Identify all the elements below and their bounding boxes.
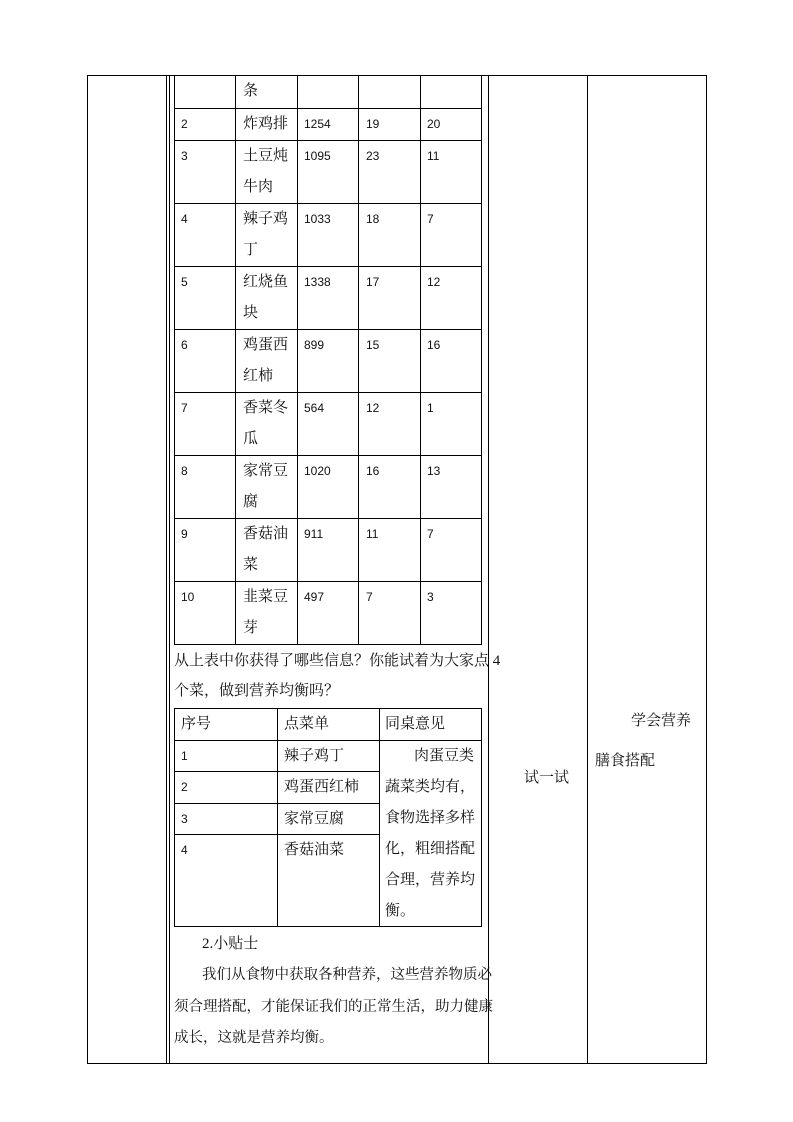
dish-name: 土豆炖: [243, 148, 289, 164]
protein-value: 12: [366, 401, 380, 415]
protein-value: 23: [366, 149, 380, 163]
tips-heading: 2.小贴士: [202, 936, 259, 952]
opinion-line: 衡。: [385, 903, 416, 919]
dish-name: 红烧鱼: [243, 274, 289, 290]
protein-value: 19: [366, 117, 380, 131]
fat-value: 16: [427, 338, 441, 352]
tips-line: 成长，这就是营养均衡。: [174, 1030, 334, 1046]
dish-name: 红柿: [243, 368, 274, 384]
order-header-opinion: 同桌意见: [385, 716, 446, 732]
protein-value: 18: [366, 212, 380, 226]
dish-name: 块: [243, 305, 259, 321]
dish-name: 家常豆: [243, 463, 289, 479]
row-number: 4: [181, 212, 188, 226]
order-header-number: 序号: [181, 716, 212, 732]
calories-value: 1095: [304, 149, 331, 163]
order-dish: 香菇油菜: [284, 842, 345, 858]
order-dish: 辣子鸡丁: [284, 748, 345, 764]
fat-value: 13: [427, 464, 441, 478]
row-number: 8: [181, 464, 188, 478]
opinion-line: 肉蛋豆类: [414, 748, 475, 764]
opinion-line: 食物选择多样: [385, 810, 476, 826]
opinion-line: 蔬菜类均有，: [385, 779, 476, 795]
dish-name: 瓜: [243, 431, 259, 447]
dish-name: 香菇油: [243, 526, 289, 542]
order-header-dish: 点菜单: [284, 716, 330, 732]
order-row-number: 4: [181, 843, 188, 857]
opinion-line: 化，粗细搭配: [385, 841, 476, 857]
row-number: 2: [181, 117, 188, 131]
calories-value: 1338: [304, 275, 331, 289]
row-number: 5: [181, 275, 188, 289]
calories-value: 497: [304, 590, 325, 604]
dish-name: 丁: [243, 242, 259, 258]
goal-line: 学会营养: [631, 713, 692, 729]
tips-line: 我们从食物中获取各种营养，这些营养物质必: [202, 967, 492, 983]
dish-name: 炸鸡排: [243, 116, 289, 132]
tips-line: 须合理搭配，才能保证我们的正常生活，助力健康: [174, 999, 493, 1015]
fat-value: 11: [427, 149, 440, 163]
dish-name: 香菜冬: [243, 400, 289, 416]
order-row-number: 3: [181, 812, 188, 826]
fat-value: 3: [427, 590, 434, 604]
row-number: 3: [181, 149, 188, 163]
fat-value: 7: [427, 527, 434, 541]
opinion-line: 合理，营养均: [385, 872, 476, 888]
row-number: 7: [181, 401, 188, 415]
order-row-number: 2: [181, 780, 188, 794]
question-line: 从上表中你获得了哪些信息？你能试着为大家点 4: [174, 653, 501, 669]
calories-value: 564: [304, 401, 325, 415]
calories-value: 1020: [304, 464, 331, 478]
activity-label: 试一试: [524, 770, 570, 786]
fat-value: 12: [427, 275, 441, 289]
protein-value: 11: [366, 527, 379, 541]
row-number: 9: [181, 527, 188, 541]
calories-value: 911: [304, 527, 324, 541]
dish-name: 菜: [243, 557, 259, 573]
dish-name: 鸡蛋西: [243, 337, 289, 353]
fat-value: 20: [427, 117, 441, 131]
protein-value: 7: [366, 590, 373, 604]
row-number: 10: [181, 590, 195, 604]
fat-value: 7: [427, 212, 434, 226]
calories-value: 899: [304, 338, 325, 352]
question-line: 个菜，做到营养均衡吗？: [174, 683, 340, 699]
fat-value: 1: [427, 401, 434, 415]
protein-value: 17: [366, 275, 380, 289]
goal-line: 膳食搭配: [595, 753, 656, 769]
calories-value: 1033: [304, 212, 331, 226]
row-number: 6: [181, 338, 188, 352]
dish-name: 腐: [243, 494, 259, 510]
dish-name: 韭菜豆: [243, 589, 289, 605]
order-row-number: 1: [181, 749, 188, 763]
protein-value: 16: [366, 464, 380, 478]
order-dish: 家常豆腐: [284, 811, 345, 827]
dish-name: 条: [243, 83, 259, 99]
dish-name: 牛肉: [243, 179, 274, 195]
order-dish: 鸡蛋西红柿: [284, 779, 360, 795]
dish-name: 辣子鸡: [243, 211, 289, 227]
protein-value: 15: [366, 338, 380, 352]
dish-name: 芽: [243, 620, 259, 636]
calories-value: 1254: [304, 117, 331, 131]
